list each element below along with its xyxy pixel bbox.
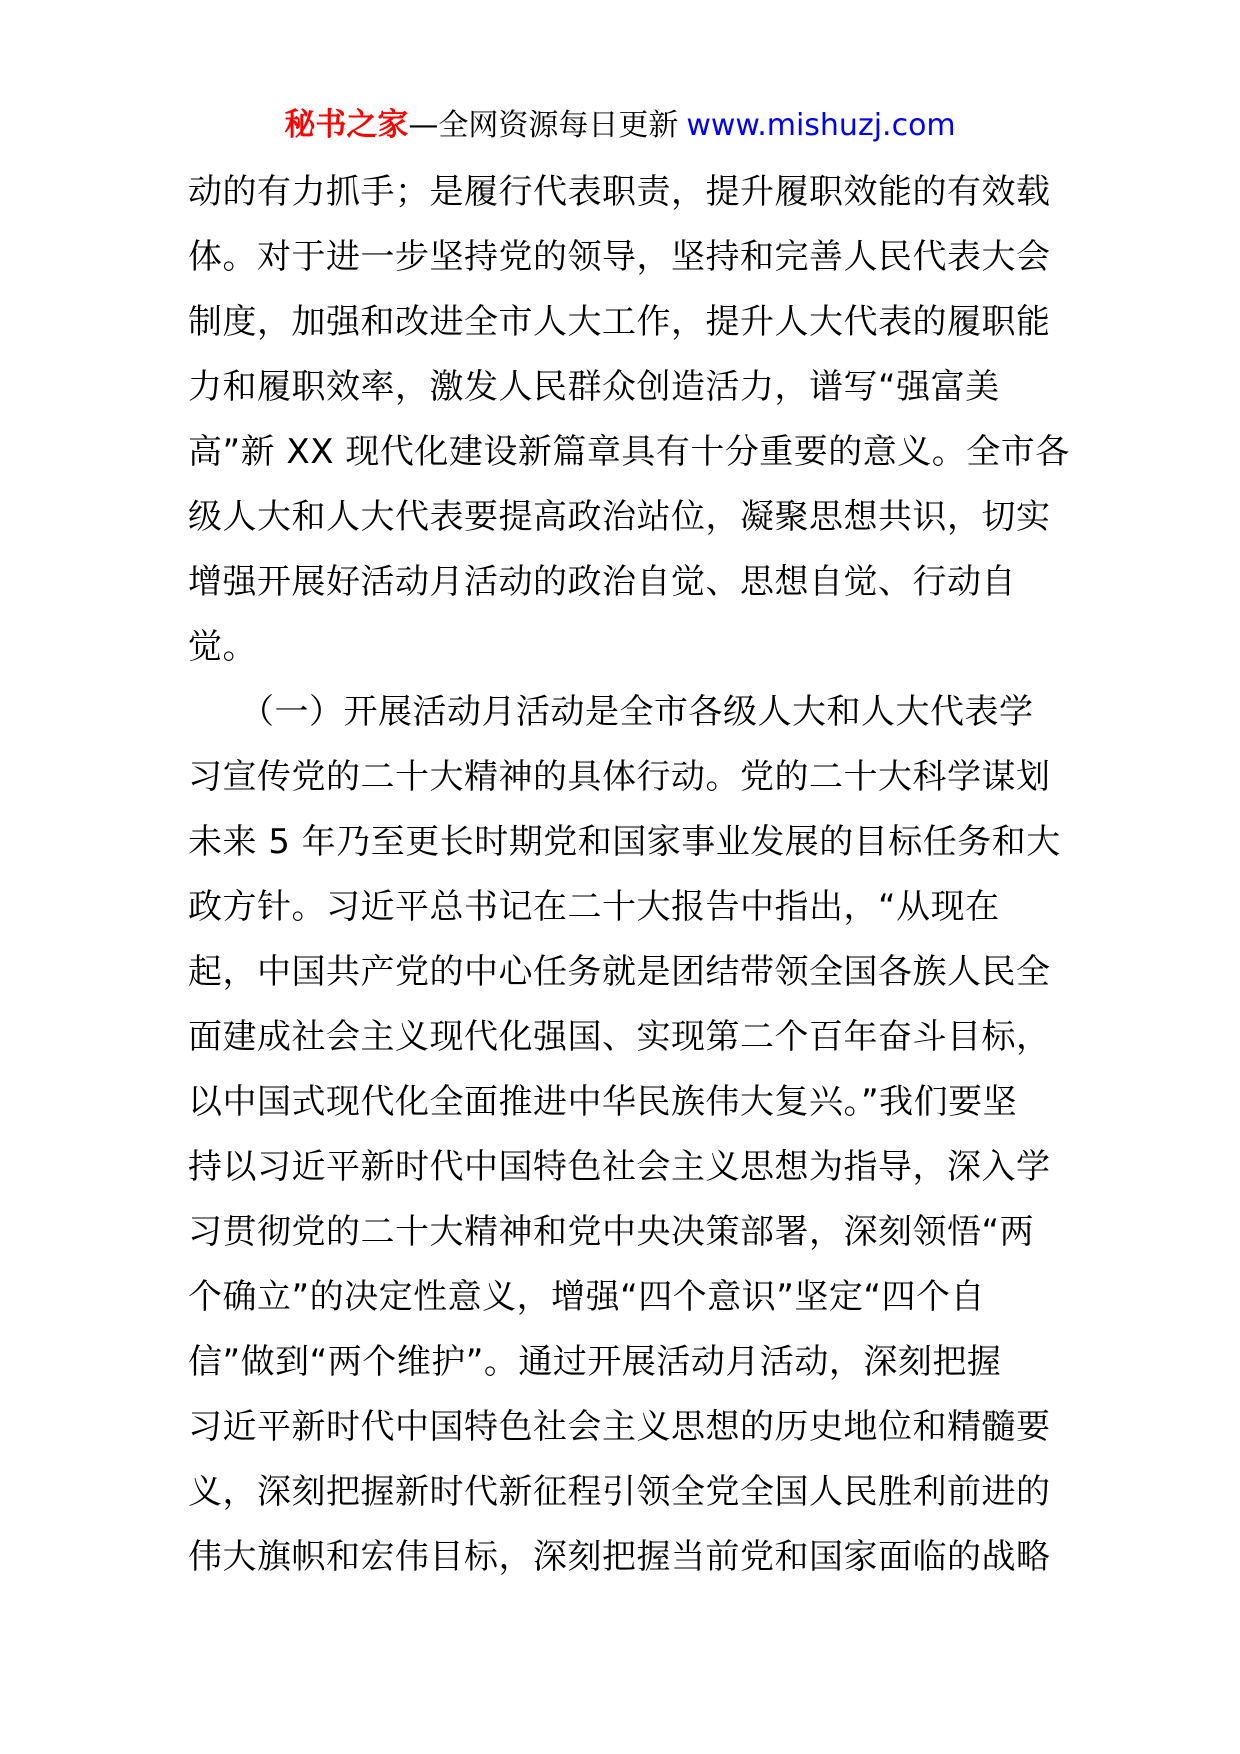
text-line: 高”新 XX 现代化建设新篇章具有十分重要的意义。全市各 xyxy=(188,432,1070,472)
text-line: 义，深刻把握新时代新征程引领全党全国人民胜利前进的 xyxy=(188,1472,1051,1512)
text-line: 起，中国共产党的中心任务就是团结带领全国各族人民全 xyxy=(188,952,1051,992)
text-line: 习贯彻党的二十大精神和党中央决策部署，深刻领悟“两 xyxy=(188,1212,1035,1252)
text-line: （一）开展活动月活动是全市各级人大和人大代表学 xyxy=(188,692,1034,732)
text-line: 力和履职效率，激发人民群众创造活力，谱写“强富美 xyxy=(188,367,1000,407)
text-line: 持以习近平新时代中国特色社会主义思想为指导，深入学 xyxy=(188,1147,1051,1187)
header-brand: 秘书之家 xyxy=(284,107,409,143)
text-line: 以中国式现代化全面推进中华民族伟大复兴。”我们要坚 xyxy=(188,1082,1018,1122)
text-line: 未来 5 年乃至更长时期党和国家事业发展的目标任务和大 xyxy=(188,822,1061,862)
text-line: 面建成社会主义现代化强国、实现第二个百年奋斗目标， xyxy=(188,1017,1051,1057)
header-site-link[interactable]: www.mishuzj.com xyxy=(686,108,956,143)
text-line: 习宣传党的二十大精神的具体行动。党的二十大科学谋划 xyxy=(188,757,1051,797)
text-line: 习近平新时代中国特色社会主义思想的历史地位和精髓要 xyxy=(188,1407,1051,1447)
page-header xyxy=(0,103,1240,148)
text-line: 信”做到“两个维护”。通过开展活动月活动，深刻把握 xyxy=(188,1342,1002,1382)
text-line: 政方针。习近平总书记在二十大报告中指出，“从现在 xyxy=(188,887,1000,927)
text-line: 体。对于进一步坚持党的领导，坚持和完善人民代表大会 xyxy=(188,237,1051,277)
text-line: 制度，加强和改进全市人大工作，提升人大代表的履职能 xyxy=(188,302,1051,342)
text-line: 觉。 xyxy=(188,627,257,667)
document-body xyxy=(188,160,1068,1590)
text-line: 动的有力抓手；是履行代表职责，提升履职效能的有效载 xyxy=(188,172,1051,212)
text-line: 伟大旗帜和宏伟目标，深刻把握当前党和国家面临的战略 xyxy=(188,1537,1051,1577)
text-line: 级人大和人大代表要提高政治站位，凝聚思想共识，切实 xyxy=(188,497,1051,537)
header-slogan: —全网资源每日更新 xyxy=(408,108,679,143)
text-line: 个确立”的决定性意义，增强“四个意识”坚定“四个自 xyxy=(188,1277,985,1317)
text-line: 增强开展好活动月活动的政治自觉、思想自觉、行动自 xyxy=(188,562,1016,602)
